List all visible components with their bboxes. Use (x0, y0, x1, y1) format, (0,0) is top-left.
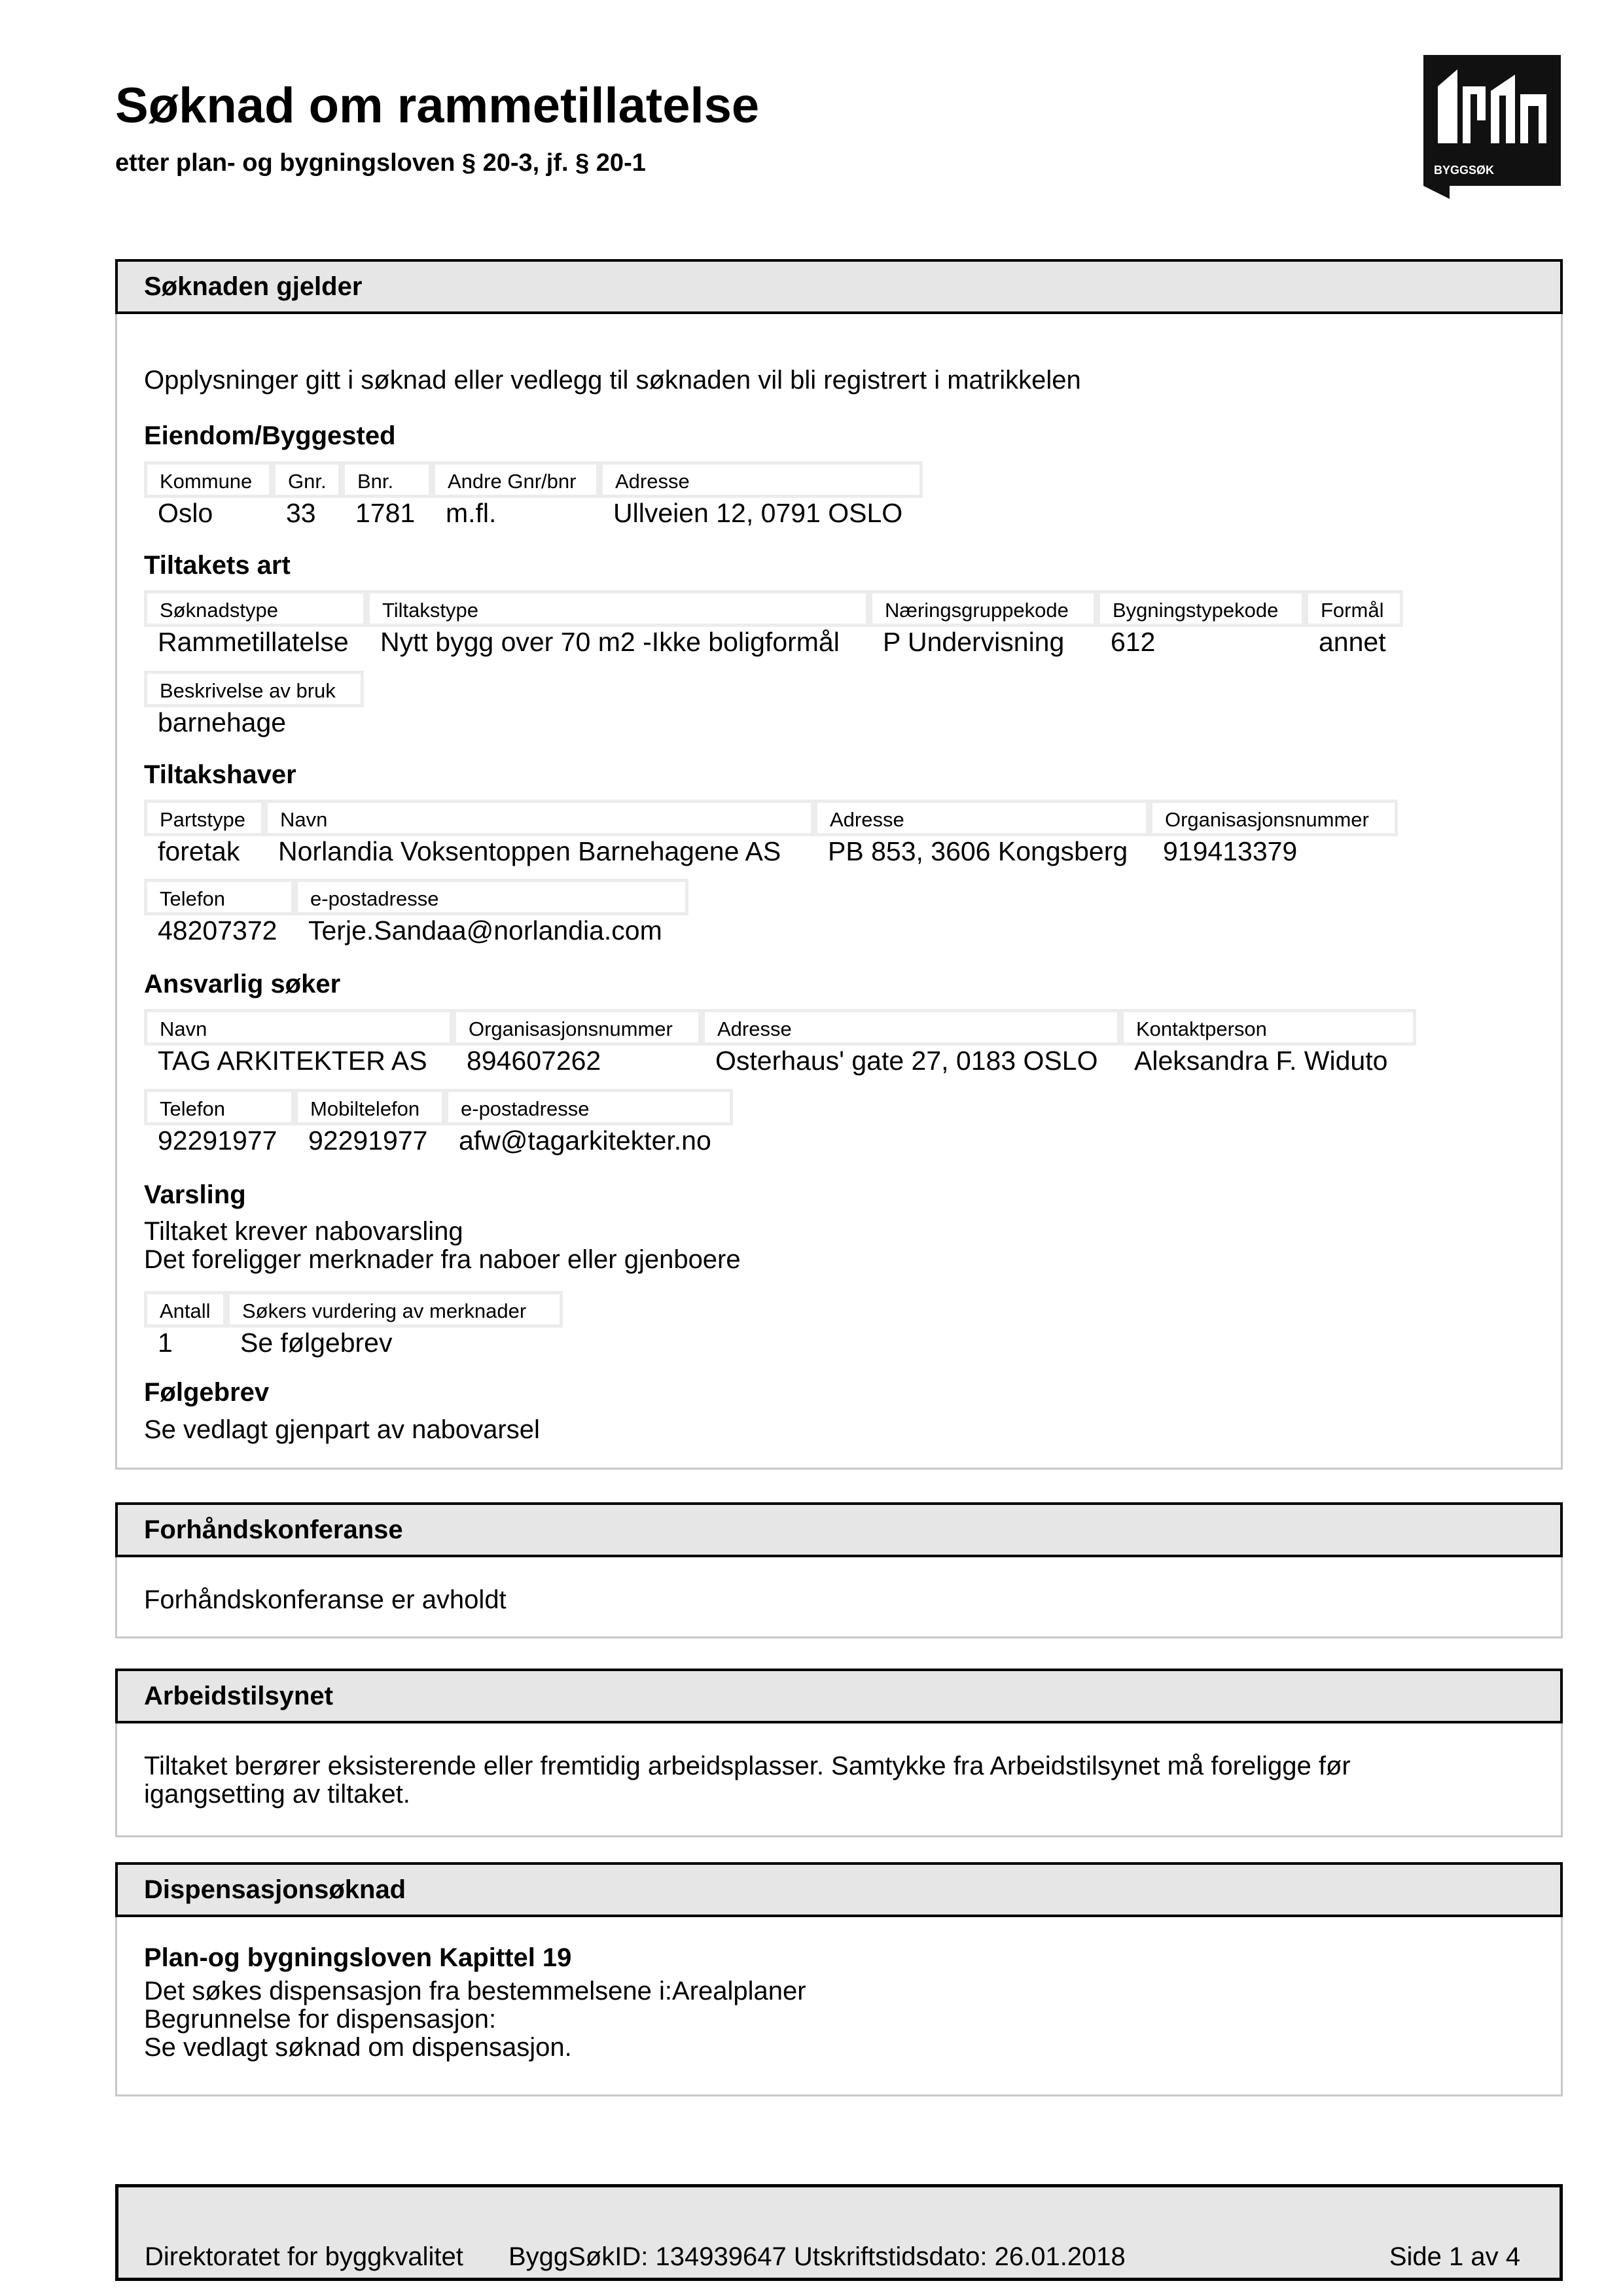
field-value: 612 (1111, 627, 1156, 657)
varsling-heading: Varsling (144, 1180, 246, 1209)
field-value: barnehage (158, 707, 287, 737)
tiltakets-art-heading: Tiltakets art (144, 551, 291, 580)
document-title: Søknad om rammetillatelse (115, 78, 760, 133)
field-label: Navn (264, 800, 814, 836)
field-value: PB 853, 3606 Kongsberg (828, 836, 1128, 866)
field-value: m.fl. (446, 498, 497, 528)
field-label: Beskrivelse av bruk (144, 671, 364, 707)
eiendom-heading: Eiendom/Byggested (144, 421, 396, 450)
logo-label: BYGGSØK (1434, 164, 1495, 177)
field-value: 33 (286, 498, 316, 528)
field-value: P Undervisning (883, 627, 1065, 657)
forhandskonferanse-section-header (115, 1502, 1563, 1557)
field-label: Telefon (144, 1089, 294, 1125)
field-value: 894607262 (467, 1046, 601, 1076)
field-value: Aleksandra F. Widuto (1134, 1046, 1388, 1076)
byggsok-logo (1423, 55, 1561, 199)
field-label: Partstype (144, 800, 264, 836)
field-label: Gnr. (272, 461, 342, 498)
field-label: Adresse (599, 461, 923, 498)
field-value: Terje.Sandaa@norlandia.com (308, 915, 662, 945)
field-value: Se følgebrev (240, 1328, 393, 1358)
field-value: 1781 (355, 498, 416, 528)
field-label: Andre Gnr/bnr (432, 461, 599, 498)
field-label: Navn (144, 1009, 453, 1046)
field-value: 92291977 (308, 1125, 428, 1156)
field-label: e-postadresse (445, 1089, 733, 1125)
field-label: Bygningstypekode (1097, 590, 1305, 627)
document-subtitle: etter plan- og bygningsloven § 20-3, jf. § 20-1 (115, 149, 646, 177)
footer-byggsok-id: ByggSøkID: 134939647 Utskriftstidsdato: 26.01.2018 (508, 2242, 1126, 2271)
field-label: Formål (1305, 590, 1403, 627)
dispensasjon-line-3: Se vedlagt søknad om dispensasjon. (144, 2033, 572, 2062)
field-value: Nytt bygg over 70 m2 -Ikke boligformål (380, 627, 840, 657)
field-label: Adresse (814, 800, 1149, 836)
field-value: foretak (158, 836, 240, 866)
field-value: TAG ARKITEKTER AS (158, 1046, 427, 1076)
tiltakshaver-heading: Tiltakshaver (144, 760, 296, 789)
field-value: 92291977 (158, 1125, 277, 1156)
field-label: Antall (144, 1291, 226, 1328)
forhandskonferanse-section-title: Forhåndskonferanse (144, 1515, 403, 1544)
field-value: Osterhaus' gate 27, 0183 OSLO (715, 1046, 1098, 1076)
field-label: Søknadstype (144, 590, 366, 627)
varsling-line-2: Det foreligger merknader fra naboer eller gjenboere (144, 1245, 741, 1274)
byggsok-logo-icon (1423, 55, 1561, 199)
ansvarlig-soker-heading: Ansvarlig søker (144, 970, 341, 998)
field-value: 1 (158, 1328, 173, 1358)
field-label: Bnr. (342, 461, 432, 498)
soknaden-section-header (115, 259, 1563, 314)
page-footer (115, 2184, 1563, 2281)
arbeidstilsynet-line-2: igangsetting av tiltaket. (144, 1780, 410, 1809)
field-label: Adresse (702, 1009, 1120, 1046)
varsling-line-1: Tiltaket krever nabovarsling (144, 1217, 463, 1246)
field-label: Kommune (144, 461, 272, 498)
dispensasjon-line-1: Det søkes dispensasjon fra bestemmelsene i:Arealplaner (144, 1977, 806, 2005)
footer-page-number: Side 1 av 4 (1389, 2242, 1520, 2271)
footer-organization: Direktoratet for byggkvalitet (145, 2242, 463, 2271)
field-label: e-postadresse (294, 879, 688, 915)
pbl-kapittel-19-heading: Plan-og bygningsloven Kapittel 19 (144, 1943, 572, 1972)
field-value: annet (1319, 627, 1386, 657)
field-label: Mobiltelefon (294, 1089, 445, 1125)
field-value: Oslo (158, 498, 213, 528)
field-label: Telefon (144, 879, 294, 915)
arbeidstilsynet-section-title: Arbeidstilsynet (144, 1682, 333, 1710)
field-value: 919413379 (1163, 836, 1298, 866)
forhandskonferanse-text: Forhåndskonferanse er avholdt (144, 1585, 507, 1614)
field-value: Rammetillatelse (158, 627, 349, 657)
arbeidstilsynet-line-1: Tiltaket berører eksisterende eller fremtidig arbeidsplasser. Samtykke fra Arbeidstilsynet må foreligge før (144, 1752, 1351, 1780)
field-value: Norlandia Voksentoppen Barnehagene AS (278, 836, 781, 866)
field-label: Søkers vurdering av merknader (226, 1291, 563, 1328)
field-label: Tiltakstype (366, 590, 869, 627)
field-value: afw@tagarkitekter.no (459, 1125, 711, 1156)
field-value: 48207372 (158, 915, 277, 945)
field-label: Organisasjonsnummer (1149, 800, 1398, 836)
field-label: Kontaktperson (1120, 1009, 1416, 1046)
dispensasjon-section-header (115, 1862, 1563, 1917)
field-value: Ullveien 12, 0791 OSLO (613, 498, 903, 528)
matrikkel-intro: Opplysninger gitt i søknad eller vedlegg til søknaden vil bli registrert i matrikkelen (144, 366, 1081, 395)
folgebrev-text: Se vedlagt gjenpart av nabovarsel (144, 1415, 540, 1444)
soknaden-section-title: Søknaden gjelder (144, 272, 363, 301)
dispensasjon-line-2: Begrunnelse for dispensasjon: (144, 2005, 497, 2034)
dispensasjon-section-title: Dispensasjonsøknad (144, 1875, 406, 1904)
field-label: Organisasjonsnummer (453, 1009, 702, 1046)
arbeidstilsynet-section-header (115, 1669, 1563, 1723)
folgebrev-heading: Følgebrev (144, 1378, 270, 1407)
field-label: Næringsgruppekode (869, 590, 1097, 627)
